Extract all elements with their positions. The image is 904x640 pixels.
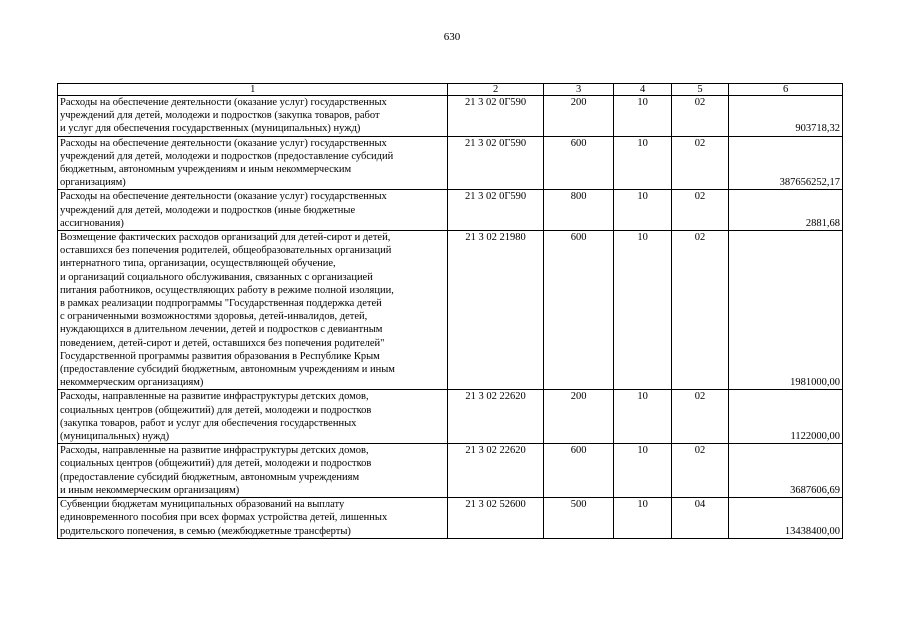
description-line: оставшихся без попечения родителей, общеобразовательных организаций bbox=[60, 245, 392, 257]
table-row bbox=[58, 390, 843, 444]
description-line: и иным некоммерческим организациям) bbox=[60, 484, 240, 496]
description-line: социальных центров (общежитий) для детей, молодежи и подростков bbox=[60, 458, 372, 470]
description-line: социальных центров (общежитий) для детей, молодежи и подростков bbox=[60, 404, 372, 416]
row-description bbox=[58, 96, 448, 137]
description-line: и организаций социального обслуживания, связанных с организацией bbox=[60, 271, 373, 283]
description-line: учреждений для детей, молодежи и подростков (закупка товаров, работ bbox=[60, 110, 380, 122]
row-section: 10 bbox=[614, 190, 671, 231]
table-row bbox=[58, 96, 843, 137]
row-description bbox=[58, 231, 448, 390]
description-line: нуждающихся в длительном лечении, детей и подростков с девиантным bbox=[60, 324, 383, 336]
row-expense-type: 200 bbox=[543, 390, 614, 444]
row-code: 21 3 02 52600 bbox=[448, 498, 543, 539]
row-description bbox=[58, 390, 448, 444]
description-line: Расходы, направленные на развитие инфраструктуры детских домов, bbox=[60, 445, 369, 457]
description-line: Расходы на обеспечение деятельности (оказание услуг) государственных bbox=[60, 191, 387, 203]
table-row bbox=[58, 190, 843, 231]
row-expense-type: 200 bbox=[543, 96, 614, 137]
description-line: бюджетным, автономным учреждениям и иным некоммерческим bbox=[60, 164, 352, 176]
header-col-4: 4 bbox=[614, 84, 671, 96]
description-line: Возмещение фактических расходов организаций для детей-сирот и детей, bbox=[60, 232, 391, 244]
description-line: учреждений для детей, молодежи и подростков (предоставление субсидий bbox=[60, 150, 394, 162]
row-description bbox=[58, 136, 448, 190]
table-header-row bbox=[58, 84, 843, 96]
description-line: ассигнования) bbox=[60, 217, 124, 229]
row-section: 10 bbox=[614, 96, 671, 137]
description-line: некоммерческим организациям) bbox=[60, 377, 204, 389]
row-expense-type: 800 bbox=[543, 190, 614, 231]
description-line: Субвенции бюджетам муниципальных образований на выплату bbox=[60, 499, 345, 511]
description-line: (закупка товаров, работ и услуг для обеспечения государственных bbox=[60, 417, 357, 429]
row-section: 10 bbox=[614, 390, 671, 444]
header-col-3: 3 bbox=[543, 84, 614, 96]
row-section: 10 bbox=[614, 231, 671, 390]
description-line: организациям) bbox=[60, 177, 126, 189]
table-row bbox=[58, 136, 843, 190]
description-line: в рамках реализации подпрограммы "Государственная поддержка детей bbox=[60, 298, 382, 310]
header-col-5: 5 bbox=[671, 84, 728, 96]
row-amount: 903718,32 bbox=[729, 96, 843, 137]
description-line: (предоставление субсидий бюджетным, автономным учреждениям и иным bbox=[60, 364, 395, 376]
row-subsection: 02 bbox=[671, 96, 728, 137]
row-section: 10 bbox=[614, 444, 671, 498]
header-col-1: 1 bbox=[58, 84, 448, 96]
row-subsection: 02 bbox=[671, 231, 728, 390]
row-code: 21 3 02 0Г590 bbox=[448, 96, 543, 137]
row-description bbox=[58, 498, 448, 539]
description-line: поведением, детей-сирот и детей, оставшихся без попечения родителей" bbox=[60, 337, 385, 349]
table-row bbox=[58, 231, 843, 390]
table-row bbox=[58, 498, 843, 539]
row-subsection: 02 bbox=[671, 190, 728, 231]
row-amount: 2881,68 bbox=[729, 190, 843, 231]
row-description bbox=[58, 190, 448, 231]
row-code: 21 3 02 22620 bbox=[448, 390, 543, 444]
header-col-2: 2 bbox=[448, 84, 543, 96]
description-line: с ограниченными возможностями здоровья, детей-инвалидов, детей, bbox=[60, 311, 368, 323]
row-code: 21 3 02 0Г590 bbox=[448, 136, 543, 190]
row-amount: 1981000,00 bbox=[729, 231, 843, 390]
description-line: питания работников, осуществляющих работу в режиме полной изоляции, bbox=[60, 284, 394, 296]
row-section: 10 bbox=[614, 136, 671, 190]
row-expense-type: 600 bbox=[543, 444, 614, 498]
table-row bbox=[58, 444, 843, 498]
description-line: Государственной программы развития образования в Республике Крым bbox=[60, 350, 380, 362]
row-subsection: 02 bbox=[671, 444, 728, 498]
row-expense-type: 500 bbox=[543, 498, 614, 539]
row-amount: 1122000,00 bbox=[729, 390, 843, 444]
description-line: интернатного типа, организации, осуществляющей обучение, bbox=[60, 258, 336, 270]
description-line: и услуг для обеспечения государственных (муниципальных) нужд) bbox=[60, 123, 361, 135]
budget-table bbox=[57, 83, 843, 539]
row-code: 21 3 02 21980 bbox=[448, 231, 543, 390]
page-number: 630 bbox=[443, 31, 461, 43]
header-col-6: 6 bbox=[729, 84, 843, 96]
description-line: Расходы, направленные на развитие инфраструктуры детских домов, bbox=[60, 391, 369, 403]
description-line: единовременного пособия при всех формах устройства детей, лишенных bbox=[60, 512, 388, 524]
description-line: (муниципальных) нужд) bbox=[60, 431, 170, 443]
row-code: 21 3 02 0Г590 bbox=[448, 190, 543, 231]
row-subsection: 02 bbox=[671, 136, 728, 190]
row-amount: 387656252,17 bbox=[729, 136, 843, 190]
description-line: Расходы на обеспечение деятельности (оказание услуг) государственных bbox=[60, 97, 387, 108]
row-amount: 13438400,00 bbox=[729, 498, 843, 539]
row-subsection: 04 bbox=[671, 498, 728, 539]
row-subsection: 02 bbox=[671, 390, 728, 444]
row-code: 21 3 02 22620 bbox=[448, 444, 543, 498]
description-line: родительского попечения, в семью (межбюджетные трансферты) bbox=[60, 525, 351, 537]
row-expense-type: 600 bbox=[543, 231, 614, 390]
description-line: (предоставление субсидий бюджетным, автономным учреждениям bbox=[60, 471, 360, 483]
row-section: 10 bbox=[614, 498, 671, 539]
row-description bbox=[58, 444, 448, 498]
description-line: Расходы на обеспечение деятельности (оказание услуг) государственных bbox=[60, 137, 387, 149]
row-expense-type: 600 bbox=[543, 136, 614, 190]
row-amount: 3687606,69 bbox=[729, 444, 843, 498]
description-line: учреждений для детей, молодежи и подростков (иные бюджетные bbox=[60, 204, 356, 216]
table-body bbox=[58, 96, 843, 539]
